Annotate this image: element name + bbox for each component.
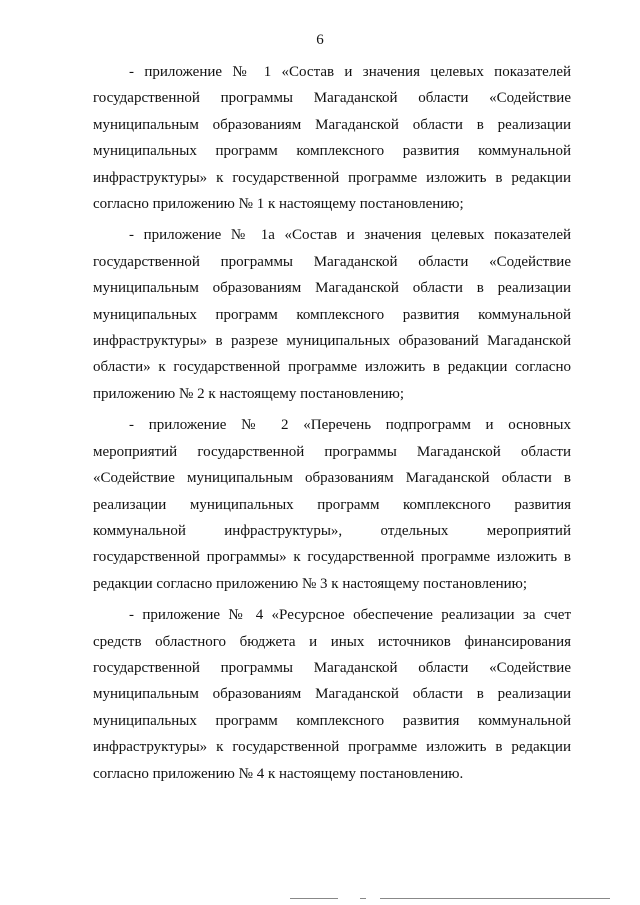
footer-line <box>380 898 610 899</box>
footer-line <box>360 898 366 899</box>
scan-footer-marks <box>290 898 620 901</box>
paragraph-appendix-2: - приложение № 2 «Перечень подпрограмм и основных мероприятий государственной программы Магаданской области «Содействие муниципальным образованиям Магаданской области в реализации муниципальных программ комплексного развития коммунальной инфраструктуры», отдельных мероприятий государственной программы» к государственной программе изложить в редакции согласно приложению № 3 к настоящему постановлению; <box>93 417 571 592</box>
paragraph-appendix-4: - приложение № 4 «Ресурсное обеспечение реализации за счет средств областного бюджета и иных источников финансирования государственной программы Магаданской области «Содействие муниципальным образованиям Магаданской области в реализации муниципальных программ комплексного развития коммунальной инфраструктуры» к государственной программе изложить в редакции согласно приложению № 4 к настоящему постановлению. <box>93 607 571 782</box>
paragraph-appendix-1a: - приложение № 1а «Состав и значения целевых показателей государственной программы Магаданской области «Содействие муниципальным образованиям Магаданской области в реализации муниципальных программ комплексного развития коммунальной инфраструктуры» в разрезе муниципальных образований Магаданской области» к государственной программе изложить в редакции согласно приложению № 2 к настоящему постановлению; <box>93 227 571 402</box>
footer-line <box>290 898 338 899</box>
paragraph-appendix-1: - приложение № 1 «Состав и значения целевых показателей государственной программы Магаданской области «Содействие муниципальным образованиям Магаданской области в реализации муниципальных программ комплексного развития коммунальной инфраструктуры» к государственной программе изложить в редакции согласно приложению № 1 к настоящему постановлению; <box>93 64 571 213</box>
page-number: 6 <box>316 32 324 48</box>
document-body <box>93 59 571 792</box>
